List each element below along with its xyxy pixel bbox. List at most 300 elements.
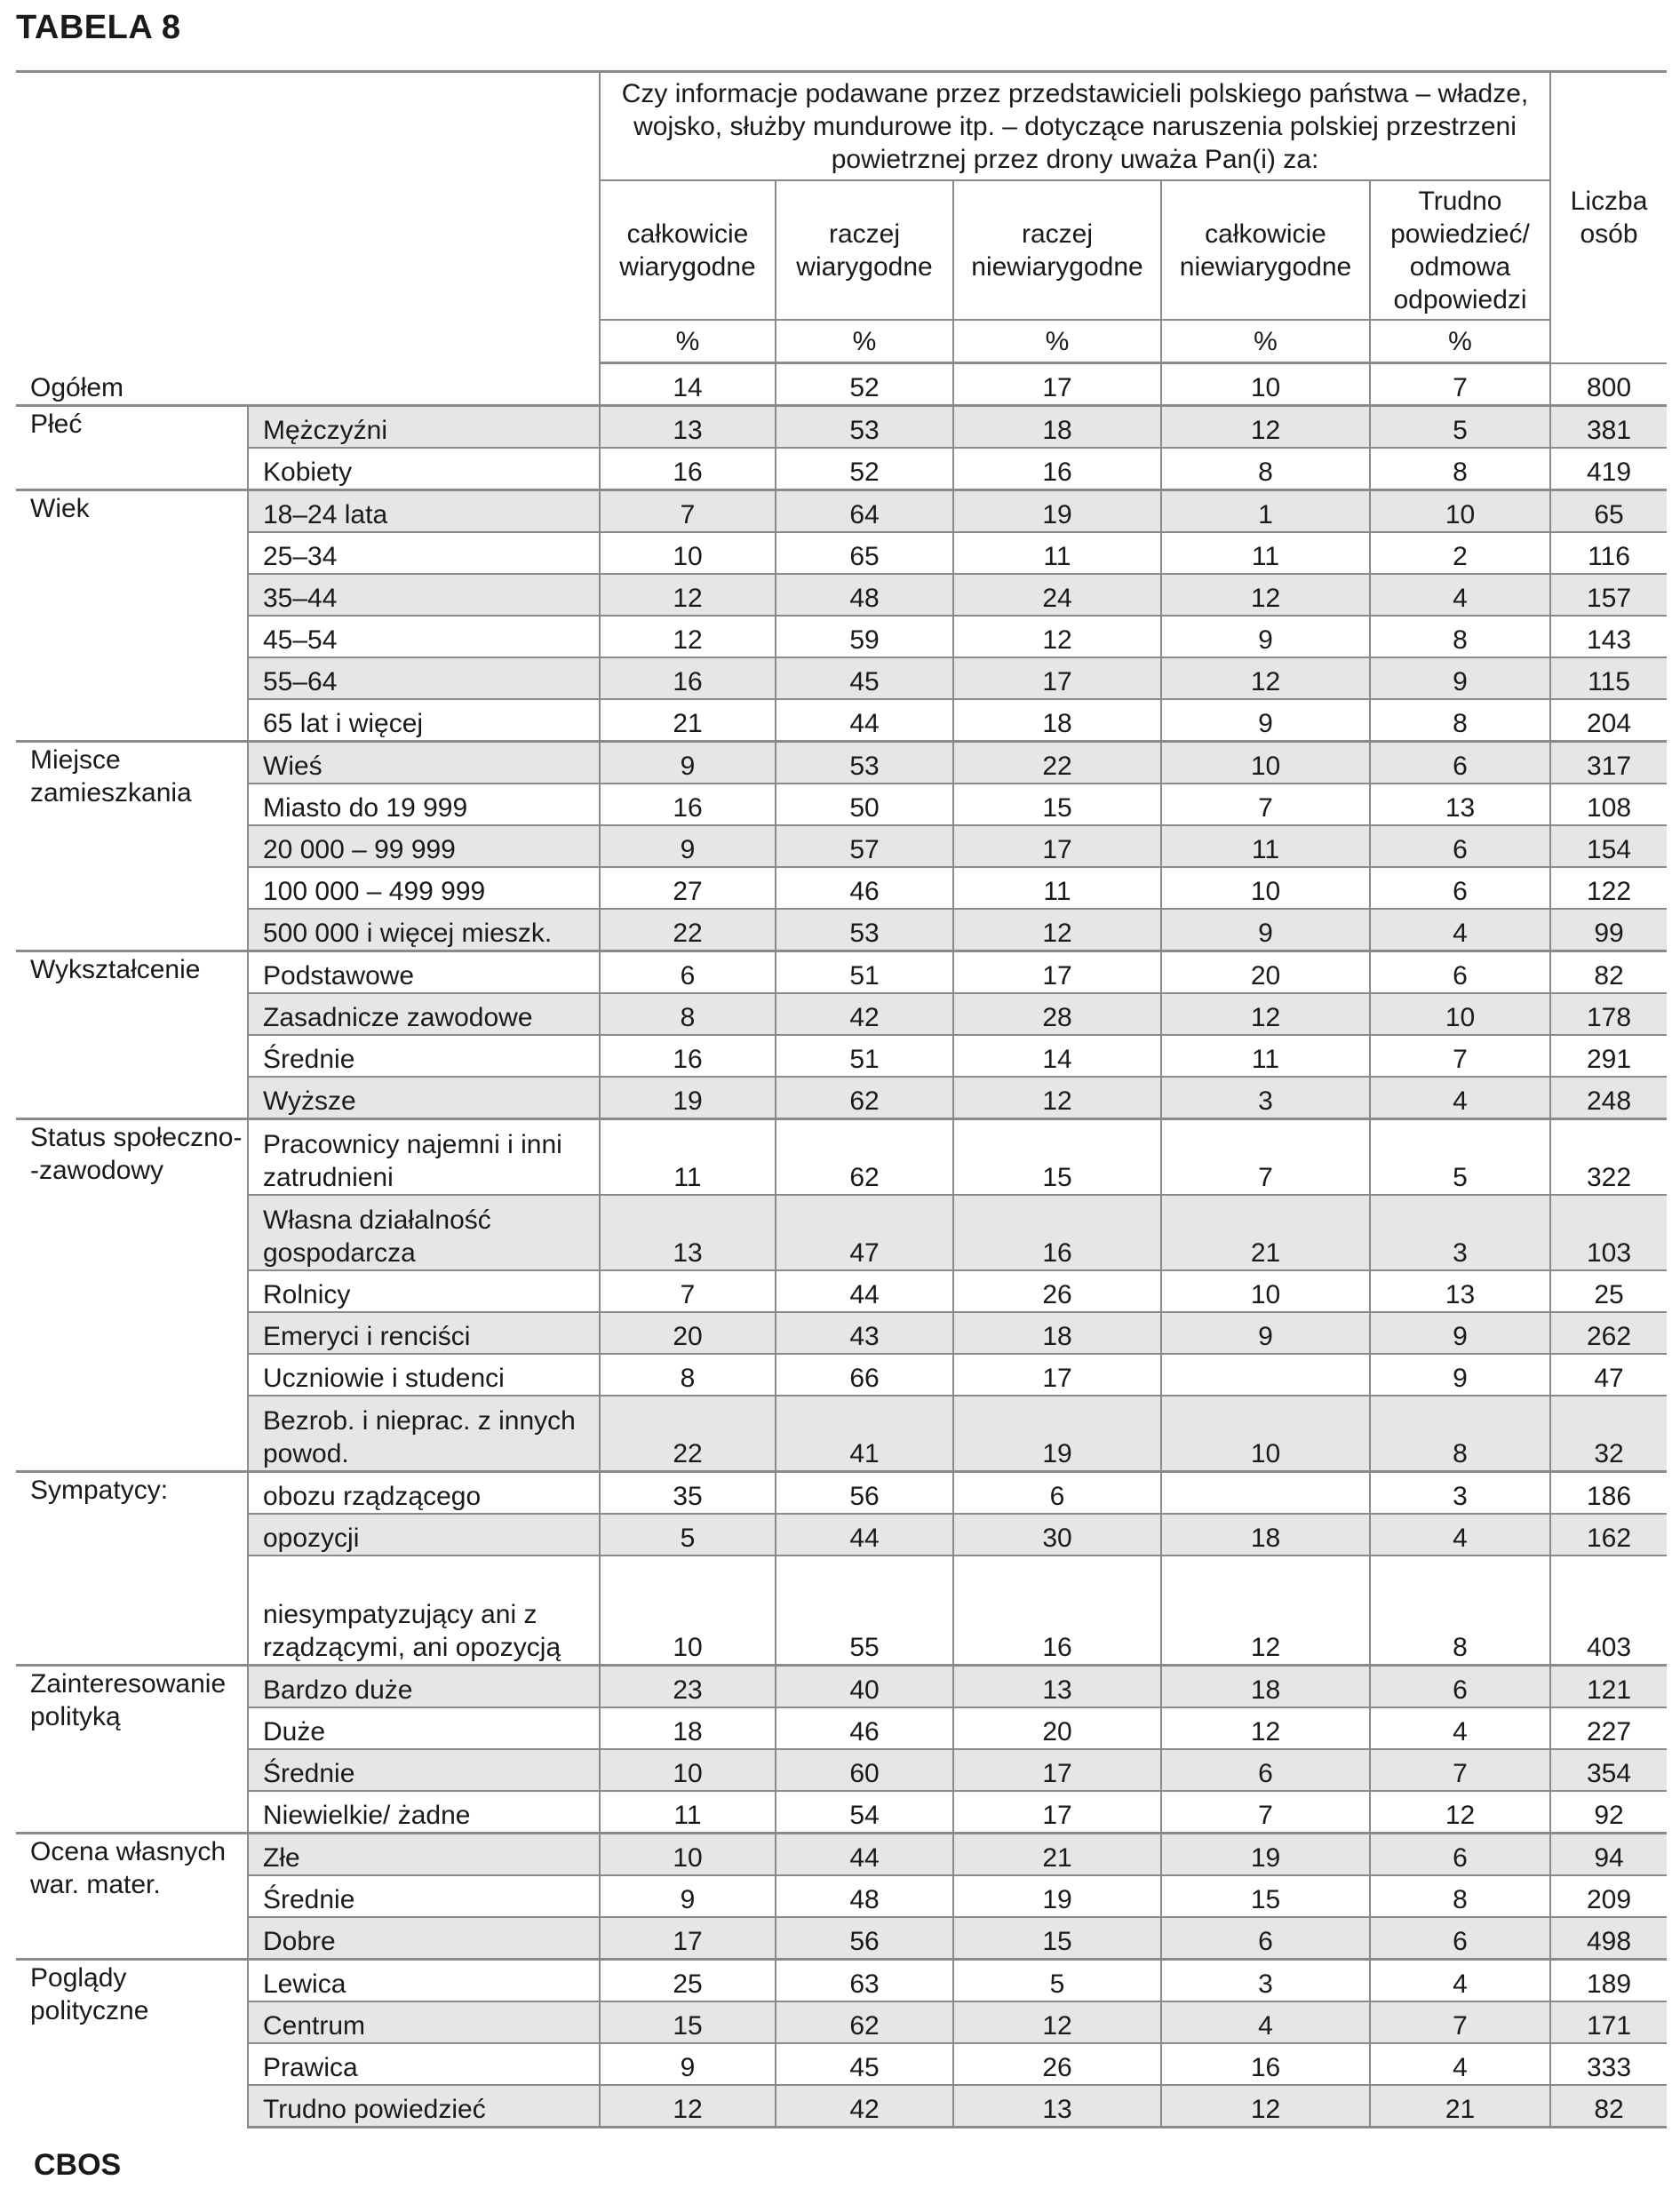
- percent-cell: 28: [953, 993, 1161, 1035]
- table-row: [16, 1917, 1667, 1960]
- percent-cell: 10: [1161, 742, 1370, 784]
- percent-cell: 25: [600, 1960, 776, 2002]
- count-cell: 65: [1550, 490, 1667, 533]
- table-row: [16, 1960, 1667, 2002]
- percent-cell: 12: [953, 1077, 1161, 1119]
- count-cell: 122: [1550, 867, 1667, 909]
- percent-cell: 14: [953, 1035, 1161, 1077]
- percent-cell: 12: [1161, 1707, 1370, 1749]
- percent-cell: 8: [1161, 448, 1370, 490]
- table-row: [16, 1195, 1667, 1270]
- percent-cell: 9: [1161, 699, 1370, 742]
- count-cell: 317: [1550, 742, 1667, 784]
- row-label: 55–64: [248, 657, 600, 699]
- percent-cell: 46: [776, 1707, 953, 1749]
- count-cell: 99: [1550, 909, 1667, 951]
- count-cell: 800: [1550, 363, 1667, 406]
- percent-cell: 53: [776, 909, 953, 951]
- percent-cell: 7: [1370, 1035, 1550, 1077]
- percent-cell: 6: [1370, 1666, 1550, 1708]
- percent-cell: 13: [953, 2085, 1161, 2128]
- percent-cell: 12: [1161, 657, 1370, 699]
- table-row: [16, 406, 1667, 449]
- table-row: [16, 1514, 1667, 1556]
- row-label: Centrum: [248, 2001, 600, 2043]
- percent-cell: 12: [600, 574, 776, 616]
- percent-cell: 15: [600, 2001, 776, 2043]
- percent-cell: 9: [600, 825, 776, 867]
- percent-cell: 44: [776, 1270, 953, 1312]
- count-cell: 189: [1550, 1960, 1667, 2002]
- row-label: Trudno powiedzieć: [248, 2085, 600, 2128]
- percent-cell: 41: [776, 1396, 953, 1472]
- percent-cell: 27: [600, 867, 776, 909]
- percent-cell: 56: [776, 1472, 953, 1515]
- group-label: Sympatycy:: [16, 1472, 248, 1666]
- count-cell: 115: [1550, 657, 1667, 699]
- table-row: [16, 867, 1667, 909]
- group-label: Zainteresowanie polityką: [16, 1666, 248, 1834]
- percent-cell: 63: [776, 1960, 953, 2002]
- count-cell: 94: [1550, 1834, 1667, 1876]
- unit-label: %: [1161, 320, 1370, 363]
- percent-cell: 18: [600, 1707, 776, 1749]
- percent-cell: [1161, 1472, 1370, 1515]
- percent-cell: 14: [600, 363, 776, 406]
- unit-label: %: [600, 320, 776, 363]
- total-label: Ogółem: [30, 373, 124, 402]
- row-label: Duże: [248, 1707, 600, 1749]
- table-row: [16, 909, 1667, 951]
- percent-cell: 11: [600, 1791, 776, 1834]
- percent-cell: 8: [600, 1354, 776, 1396]
- percent-cell: 54: [776, 1791, 953, 1834]
- percent-cell: 4: [1370, 1077, 1550, 1119]
- table-row: [16, 1119, 1667, 1196]
- row-label: 25–34: [248, 532, 600, 574]
- percent-cell: 7: [1161, 1119, 1370, 1196]
- row-label: Średnie: [248, 1035, 600, 1077]
- percent-cell: 8: [1370, 699, 1550, 742]
- header-count: Liczba osób: [1550, 72, 1667, 363]
- row-label: Prawica: [248, 2043, 600, 2085]
- percent-cell: 5: [600, 1514, 776, 1556]
- percent-cell: 7: [1161, 1791, 1370, 1834]
- percent-cell: 7: [1370, 2001, 1550, 2043]
- row-label: Zasadnicze zawodowe: [248, 993, 600, 1035]
- percent-cell: 4: [1370, 1707, 1550, 1749]
- percent-cell: 51: [776, 1035, 953, 1077]
- table-row: [16, 1749, 1667, 1791]
- percent-cell: 17: [953, 1791, 1161, 1834]
- row-label: 18–24 lata: [248, 490, 600, 533]
- count-cell: 227: [1550, 1707, 1667, 1749]
- row-label: 45–54: [248, 616, 600, 657]
- percent-cell: 6: [1161, 1917, 1370, 1960]
- row-label: 20 000 – 99 999: [248, 825, 600, 867]
- count-cell: 419: [1550, 448, 1667, 490]
- percent-cell: 45: [776, 657, 953, 699]
- percent-cell: 7: [600, 490, 776, 533]
- count-cell: 103: [1550, 1195, 1667, 1270]
- percent-cell: 6: [1370, 1917, 1550, 1960]
- header-category: całkowicie niewiarygodne: [1161, 180, 1370, 320]
- percent-cell: 44: [776, 1834, 953, 1876]
- percent-cell: 18: [953, 699, 1161, 742]
- percent-cell: 59: [776, 616, 953, 657]
- row-label: Miasto do 19 999: [248, 784, 600, 825]
- table-row: [16, 1396, 1667, 1472]
- row-label: Mężczyźni: [248, 406, 600, 449]
- percent-cell: 42: [776, 2085, 953, 2128]
- percent-cell: 17: [600, 1917, 776, 1960]
- source-label: CBOS: [34, 2148, 122, 2182]
- percent-cell: 12: [1161, 2085, 1370, 2128]
- count-cell: 121: [1550, 1666, 1667, 1708]
- count-cell: 322: [1550, 1119, 1667, 1196]
- percent-cell: 15: [953, 784, 1161, 825]
- percent-cell: 20: [1161, 951, 1370, 994]
- percent-cell: 18: [953, 406, 1161, 449]
- percent-cell: 12: [1370, 1791, 1550, 1834]
- percent-cell: 4: [1161, 2001, 1370, 2043]
- row-label: 100 000 – 499 999: [248, 867, 600, 909]
- percent-cell: 26: [953, 1270, 1161, 1312]
- count-cell: 354: [1550, 1749, 1667, 1791]
- percent-cell: 66: [776, 1354, 953, 1396]
- count-cell: 82: [1550, 951, 1667, 994]
- group-label: Status społeczno- -zawodowy: [16, 1119, 248, 1472]
- percent-cell: 40: [776, 1666, 953, 1708]
- count-cell: 47: [1550, 1354, 1667, 1396]
- count-cell: 403: [1550, 1556, 1667, 1666]
- percent-cell: 19: [953, 1875, 1161, 1917]
- percent-cell: 9: [600, 742, 776, 784]
- percent-cell: 10: [600, 1749, 776, 1791]
- table-row: [16, 1270, 1667, 1312]
- percent-cell: 6: [1370, 742, 1550, 784]
- table-row: [16, 1354, 1667, 1396]
- percent-cell: 17: [953, 657, 1161, 699]
- table-row: [16, 699, 1667, 742]
- percent-cell: 11: [1161, 825, 1370, 867]
- table-row: [16, 1707, 1667, 1749]
- count-cell: 92: [1550, 1791, 1667, 1834]
- row-label: Bardzo duże: [248, 1666, 600, 1708]
- percent-cell: 10: [600, 532, 776, 574]
- table-row: [16, 657, 1667, 699]
- percent-cell: 48: [776, 1875, 953, 1917]
- count-cell: 381: [1550, 406, 1667, 449]
- row-label: 35–44: [248, 574, 600, 616]
- count-cell: 82: [1550, 2085, 1667, 2128]
- table-title: TABELA 8: [16, 9, 181, 46]
- table-row: [16, 951, 1667, 994]
- row-label: Uczniowie i studenci: [248, 1354, 600, 1396]
- percent-cell: 44: [776, 1514, 953, 1556]
- count-cell: 204: [1550, 699, 1667, 742]
- count-cell: 143: [1550, 616, 1667, 657]
- count-cell: 32: [1550, 1396, 1667, 1472]
- percent-cell: 18: [953, 1312, 1161, 1354]
- percent-cell: 8: [1370, 1556, 1550, 1666]
- table-row: [16, 993, 1667, 1035]
- percent-cell: 52: [776, 363, 953, 406]
- percent-cell: 44: [776, 699, 953, 742]
- percent-cell: 11: [953, 867, 1161, 909]
- group-label: Wykształcenie: [16, 951, 248, 1119]
- percent-cell: 16: [953, 1556, 1161, 1666]
- percent-cell: 20: [953, 1707, 1161, 1749]
- table-body: [16, 363, 1667, 2128]
- percent-cell: 62: [776, 1077, 953, 1119]
- row-label: Podstawowe: [248, 951, 600, 994]
- row-label: Bezrob. i nieprac. z innych powod.: [248, 1396, 600, 1472]
- group-label: Ocena własnych war. mater.: [16, 1834, 248, 1960]
- percent-cell: [1161, 1354, 1370, 1396]
- percent-cell: 12: [1161, 574, 1370, 616]
- group-label: Wiek: [16, 490, 248, 742]
- percent-cell: 12: [600, 616, 776, 657]
- table-row: [16, 1666, 1667, 1708]
- percent-cell: 35: [600, 1472, 776, 1515]
- percent-cell: 16: [953, 1195, 1161, 1270]
- percent-cell: 3: [1370, 1195, 1550, 1270]
- percent-cell: 17: [953, 363, 1161, 406]
- percent-cell: 4: [1370, 909, 1550, 951]
- percent-cell: 19: [953, 1396, 1161, 1472]
- percent-cell: 10: [1370, 490, 1550, 533]
- percent-cell: 9: [1370, 1354, 1550, 1396]
- count-cell: 209: [1550, 1875, 1667, 1917]
- percent-cell: 4: [1370, 2043, 1550, 2085]
- header-row-question: [16, 72, 1667, 181]
- percent-cell: 12: [1161, 993, 1370, 1035]
- count-cell: 178: [1550, 993, 1667, 1035]
- percent-cell: 13: [600, 1195, 776, 1270]
- percent-cell: 8: [1370, 448, 1550, 490]
- percent-cell: 5: [1370, 1119, 1550, 1196]
- table-row: [16, 448, 1667, 490]
- percent-cell: 6: [953, 1472, 1161, 1515]
- percent-cell: 8: [600, 993, 776, 1035]
- percent-cell: 4: [1370, 1960, 1550, 2002]
- percent-cell: 17: [953, 1354, 1161, 1396]
- percent-cell: 1: [1161, 490, 1370, 533]
- count-cell: 333: [1550, 2043, 1667, 2085]
- row-label: Pracownicy najemni i inni zatrudnieni: [248, 1119, 600, 1196]
- table-row: [16, 1556, 1667, 1666]
- percent-cell: 9: [600, 1875, 776, 1917]
- percent-cell: 6: [1370, 951, 1550, 994]
- row-label: Rolnicy: [248, 1270, 600, 1312]
- table-row: [16, 742, 1667, 784]
- percent-cell: 11: [1161, 532, 1370, 574]
- percent-cell: 12: [953, 909, 1161, 951]
- percent-cell: 10: [600, 1556, 776, 1666]
- percent-cell: 13: [1370, 784, 1550, 825]
- percent-cell: 62: [776, 2001, 953, 2043]
- percent-cell: 22: [600, 1396, 776, 1472]
- percent-cell: 9: [1161, 1312, 1370, 1354]
- survey-question: Czy informacje podawane przez przedstawicieli polskiego państwa – władze, wojsko, służby mundurowe itp. – dotyczące naruszenia polskiej przestrzeni powietrznej przez drony uważa Pan(i) za:: [600, 72, 1550, 181]
- percent-cell: 22: [953, 742, 1161, 784]
- percent-cell: 4: [1370, 574, 1550, 616]
- percent-cell: 21: [953, 1834, 1161, 1876]
- count-cell: 154: [1550, 825, 1667, 867]
- row-label: Własna działalność gospodarcza: [248, 1195, 600, 1270]
- header-category: raczej wiarygodne: [776, 180, 953, 320]
- percent-cell: 16: [953, 448, 1161, 490]
- percent-cell: 7: [1370, 1749, 1550, 1791]
- row-label: Średnie: [248, 1749, 600, 1791]
- percent-cell: 15: [953, 1917, 1161, 1960]
- count-cell: 157: [1550, 574, 1667, 616]
- row-label: niesympatyzujący ani z rządzącymi, ani opozycją: [248, 1556, 600, 1666]
- percent-cell: 26: [953, 2043, 1161, 2085]
- percent-cell: 3: [1161, 1077, 1370, 1119]
- percent-cell: 7: [600, 1270, 776, 1312]
- percent-cell: 42: [776, 993, 953, 1035]
- percent-cell: 57: [776, 825, 953, 867]
- unit-label: %: [953, 320, 1161, 363]
- percent-cell: 21: [1370, 2085, 1550, 2128]
- row-label: Średnie: [248, 1875, 600, 1917]
- percent-cell: 22: [600, 909, 776, 951]
- group-label: Poglądy polityczne: [16, 1960, 248, 2128]
- percent-cell: 6: [1370, 1834, 1550, 1876]
- row-label: 65 lat i więcej: [248, 699, 600, 742]
- count-cell: 498: [1550, 1917, 1667, 1960]
- percent-cell: 23: [600, 1666, 776, 1708]
- percent-cell: 5: [1370, 406, 1550, 449]
- percent-cell: 8: [1370, 1875, 1550, 1917]
- unit-label: %: [1370, 320, 1550, 363]
- row-label: Wieś: [248, 742, 600, 784]
- percent-cell: 21: [600, 699, 776, 742]
- count-cell: 248: [1550, 1077, 1667, 1119]
- percent-cell: 4: [1370, 1514, 1550, 1556]
- percent-cell: 19: [953, 490, 1161, 533]
- percent-cell: 11: [1161, 1035, 1370, 1077]
- percent-cell: 2: [1370, 532, 1550, 574]
- percent-cell: 48: [776, 574, 953, 616]
- row-label: Emeryci i renciści: [248, 1312, 600, 1354]
- percent-cell: 9: [1370, 657, 1550, 699]
- table-row: [16, 1834, 1667, 1876]
- percent-cell: 53: [776, 406, 953, 449]
- percent-cell: 60: [776, 1749, 953, 1791]
- percent-cell: 12: [953, 2001, 1161, 2043]
- table-row: [16, 490, 1667, 533]
- percent-cell: 19: [1161, 1834, 1370, 1876]
- percent-cell: 46: [776, 867, 953, 909]
- percent-cell: 52: [776, 448, 953, 490]
- percent-cell: 19: [600, 1077, 776, 1119]
- percent-cell: 9: [600, 2043, 776, 2085]
- percent-cell: 5: [953, 1960, 1161, 2002]
- table-row: [16, 532, 1667, 574]
- percent-cell: 13: [953, 1666, 1161, 1708]
- percent-cell: 64: [776, 490, 953, 533]
- percent-cell: 10: [600, 1834, 776, 1876]
- percent-cell: 10: [1161, 1270, 1370, 1312]
- results-table: [16, 70, 1667, 2128]
- total-row: [16, 363, 1667, 406]
- header-category: całkowicie wiarygodne: [600, 180, 776, 320]
- header-category: Trudno powiedzieć/ odmowa odpowiedzi: [1370, 180, 1550, 320]
- percent-cell: 17: [953, 951, 1161, 994]
- table-row: [16, 1077, 1667, 1119]
- table-row: [16, 574, 1667, 616]
- table-row: [16, 1312, 1667, 1354]
- count-cell: 25: [1550, 1270, 1667, 1312]
- percent-cell: 20: [600, 1312, 776, 1354]
- percent-cell: 16: [600, 1035, 776, 1077]
- row-label: Niewielkie/ żadne: [248, 1791, 600, 1834]
- percent-cell: 6: [1370, 867, 1550, 909]
- percent-cell: 65: [776, 532, 953, 574]
- percent-cell: 16: [600, 448, 776, 490]
- percent-cell: 11: [953, 532, 1161, 574]
- header-blank-cell: [16, 72, 600, 363]
- table-row: [16, 1035, 1667, 1077]
- percent-cell: 18: [1161, 1666, 1370, 1708]
- percent-cell: 50: [776, 784, 953, 825]
- percent-cell: 43: [776, 1312, 953, 1354]
- count-cell: 162: [1550, 1514, 1667, 1556]
- row-label: Kobiety: [248, 448, 600, 490]
- percent-cell: 10: [1161, 363, 1370, 406]
- percent-cell: 8: [1370, 616, 1550, 657]
- percent-cell: 12: [1161, 1556, 1370, 1666]
- percent-cell: 45: [776, 2043, 953, 2085]
- percent-cell: 15: [1161, 1875, 1370, 1917]
- count-cell: 291: [1550, 1035, 1667, 1077]
- percent-cell: 53: [776, 742, 953, 784]
- percent-cell: 12: [1161, 406, 1370, 449]
- table-row: [16, 2043, 1667, 2085]
- table-row: [16, 2001, 1667, 2043]
- percent-cell: 9: [1161, 909, 1370, 951]
- percent-cell: 17: [953, 825, 1161, 867]
- count-cell: 116: [1550, 532, 1667, 574]
- percent-cell: 13: [600, 406, 776, 449]
- percent-cell: 12: [600, 2085, 776, 2128]
- percent-cell: 47: [776, 1195, 953, 1270]
- percent-cell: 10: [1161, 1396, 1370, 1472]
- table-row: [16, 1472, 1667, 1515]
- table-row: [16, 2085, 1667, 2128]
- row-label: Lewica: [248, 1960, 600, 2002]
- table-row: [16, 1875, 1667, 1917]
- percent-cell: 55: [776, 1556, 953, 1666]
- group-label: Płeć: [16, 406, 248, 490]
- table-row: [16, 616, 1667, 657]
- percent-cell: 8: [1370, 1396, 1550, 1472]
- percent-cell: 24: [953, 574, 1161, 616]
- percent-cell: 11: [600, 1119, 776, 1196]
- percent-cell: 16: [1161, 2043, 1370, 2085]
- percent-cell: 6: [1370, 825, 1550, 867]
- percent-cell: 3: [1161, 1960, 1370, 2002]
- percent-cell: 10: [1161, 867, 1370, 909]
- unit-label: %: [776, 320, 953, 363]
- table-row: [16, 784, 1667, 825]
- percent-cell: 12: [953, 616, 1161, 657]
- percent-cell: 18: [1161, 1514, 1370, 1556]
- percent-cell: 51: [776, 951, 953, 994]
